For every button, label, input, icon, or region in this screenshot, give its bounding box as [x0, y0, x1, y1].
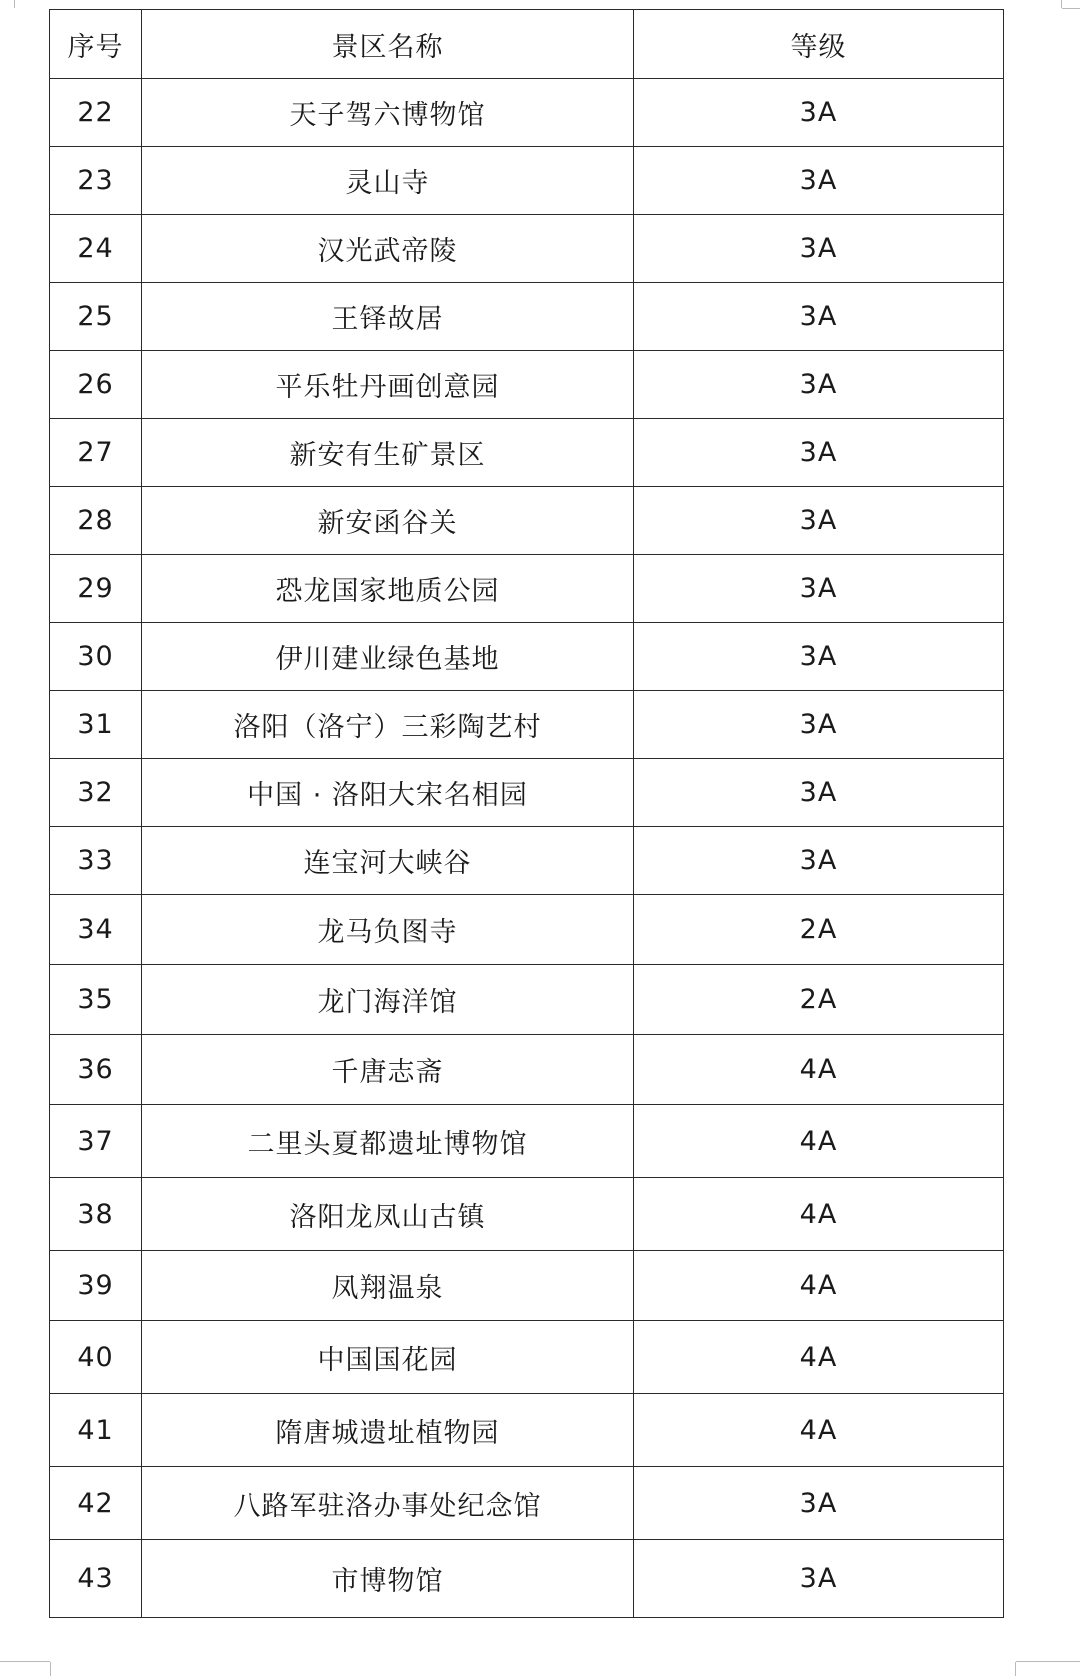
- name-cell: 新安有生矿景区: [142, 419, 634, 487]
- level-cell: 4A: [634, 1035, 1004, 1105]
- page-corner-mark: [50, 1662, 51, 1676]
- seq-cell: 24: [50, 215, 142, 283]
- table-row: [50, 555, 1004, 623]
- header-seq: 序号: [50, 10, 142, 79]
- level-cell: 2A: [634, 895, 1004, 965]
- name-cell: 汉光武帝陵: [142, 215, 634, 283]
- level-cell: 3A: [634, 79, 1004, 147]
- table-row: [50, 351, 1004, 419]
- level-cell: 3A: [634, 419, 1004, 487]
- table-row: [50, 1035, 1004, 1105]
- level-cell: 3A: [634, 691, 1004, 759]
- name-cell: 隋唐城遗址植物园: [142, 1394, 634, 1467]
- level-cell: 4A: [634, 1321, 1004, 1394]
- seq-cell: 34: [50, 895, 142, 965]
- name-cell: 恐龙国家地质公园: [142, 555, 634, 623]
- seq-cell: 42: [50, 1467, 142, 1540]
- seq-cell: 35: [50, 965, 142, 1035]
- level-cell: 3A: [634, 555, 1004, 623]
- name-cell: 天子驾六博物馆: [142, 79, 634, 147]
- seq-cell: 41: [50, 1394, 142, 1467]
- name-cell: 凤翔温泉: [142, 1251, 634, 1321]
- seq-cell: 31: [50, 691, 142, 759]
- name-cell: 平乐牡丹画创意园: [142, 351, 634, 419]
- level-cell: 3A: [634, 147, 1004, 215]
- level-cell: 3A: [634, 623, 1004, 691]
- level-cell: 3A: [634, 283, 1004, 351]
- name-cell: 洛阳龙凤山古镇: [142, 1178, 634, 1251]
- table-row: [50, 1540, 1004, 1618]
- seq-cell: 40: [50, 1321, 142, 1394]
- seq-cell: 32: [50, 759, 142, 827]
- name-cell: 龙门海洋馆: [142, 965, 634, 1035]
- name-cell: 市博物馆: [142, 1540, 634, 1618]
- table-row: [50, 827, 1004, 895]
- seq-cell: 38: [50, 1178, 142, 1251]
- table-row: [50, 623, 1004, 691]
- seq-cell: 27: [50, 419, 142, 487]
- table-row: [50, 691, 1004, 759]
- level-cell: 4A: [634, 1251, 1004, 1321]
- name-cell: 二里头夏都遗址博物馆: [142, 1105, 634, 1178]
- seq-cell: 37: [50, 1105, 142, 1178]
- name-cell: 灵山寺: [142, 147, 634, 215]
- page-corner-mark: [0, 1661, 50, 1662]
- name-cell: 千唐志斋: [142, 1035, 634, 1105]
- table-row: [50, 1394, 1004, 1467]
- name-cell: 洛阳（洛宁）三彩陶艺村: [142, 691, 634, 759]
- table-header-row: [50, 10, 1004, 79]
- seq-cell: 23: [50, 147, 142, 215]
- page-corner-mark: [1061, 0, 1062, 8]
- table-row: [50, 1178, 1004, 1251]
- seq-cell: 39: [50, 1251, 142, 1321]
- level-cell: 4A: [634, 1178, 1004, 1251]
- seq-cell: 30: [50, 623, 142, 691]
- level-cell: 3A: [634, 215, 1004, 283]
- seq-cell: 28: [50, 487, 142, 555]
- table-row: [50, 1467, 1004, 1540]
- table-row: [50, 283, 1004, 351]
- name-cell: 伊川建业绿色基地: [142, 623, 634, 691]
- seq-cell: 22: [50, 79, 142, 147]
- name-cell: 新安函谷关: [142, 487, 634, 555]
- level-cell: 3A: [634, 759, 1004, 827]
- seq-cell: 36: [50, 1035, 142, 1105]
- page-corner-mark: [1015, 1662, 1016, 1676]
- level-cell: 4A: [634, 1394, 1004, 1467]
- name-cell: 王铎故居: [142, 283, 634, 351]
- page-corner-mark: [14, 0, 15, 8]
- level-cell: 3A: [634, 1467, 1004, 1540]
- level-cell: 3A: [634, 351, 1004, 419]
- table-row: [50, 1321, 1004, 1394]
- level-cell: 2A: [634, 965, 1004, 1035]
- seq-cell: 26: [50, 351, 142, 419]
- name-cell: 龙马负图寺: [142, 895, 634, 965]
- seq-cell: 43: [50, 1540, 142, 1618]
- name-cell: 中国国花园: [142, 1321, 634, 1394]
- name-cell: 连宝河大峡谷: [142, 827, 634, 895]
- table-row: [50, 1105, 1004, 1178]
- level-cell: 3A: [634, 1540, 1004, 1618]
- level-cell: 3A: [634, 487, 1004, 555]
- table-row: [50, 419, 1004, 487]
- table-row: [50, 759, 1004, 827]
- page-corner-mark: [1016, 1661, 1080, 1662]
- table-row: [50, 965, 1004, 1035]
- scenic-area-table: [49, 9, 1004, 1618]
- level-cell: 4A: [634, 1105, 1004, 1178]
- seq-cell: 25: [50, 283, 142, 351]
- table-row: [50, 215, 1004, 283]
- name-cell: 八路军驻洛办事处纪念馆: [142, 1467, 634, 1540]
- table-row: [50, 79, 1004, 147]
- table-row: [50, 487, 1004, 555]
- seq-cell: 33: [50, 827, 142, 895]
- table-row: [50, 1251, 1004, 1321]
- page-corner-mark: [1062, 8, 1080, 9]
- header-name: 景区名称: [142, 10, 634, 79]
- name-cell: 中国 · 洛阳大宋名相园: [142, 759, 634, 827]
- table-row: [50, 147, 1004, 215]
- table-row: [50, 895, 1004, 965]
- level-cell: 3A: [634, 827, 1004, 895]
- header-level: 等级: [634, 10, 1004, 79]
- seq-cell: 29: [50, 555, 142, 623]
